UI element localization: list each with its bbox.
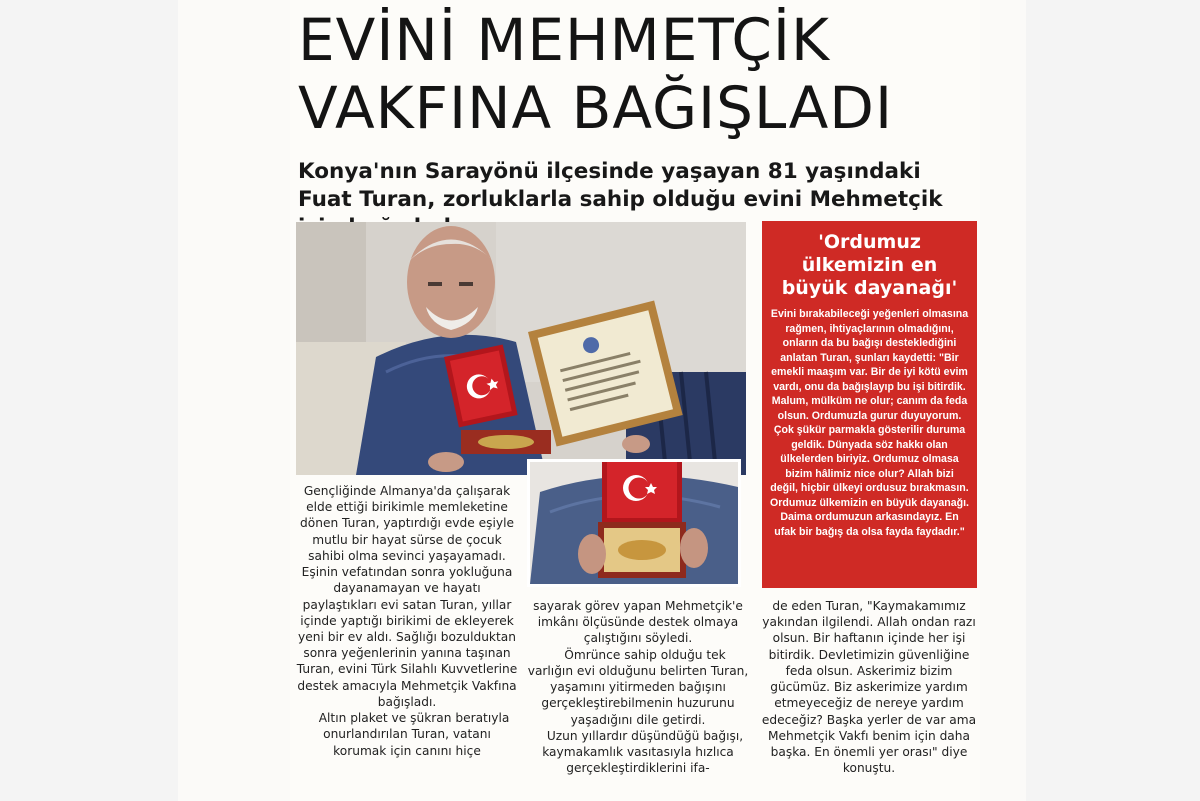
article-column-3 bbox=[760, 598, 978, 776]
column-2-paragraph-2: Ömrünce sahip olduğu tek varlığın evi olduğunu belirten Turan, yaşamını yitirmeden bağışını gerçekleştirebilmenin huzurunu yaşadığını dile getirdi. bbox=[527, 647, 749, 727]
main-photo bbox=[296, 222, 746, 475]
column-1-paragraph-1: Gençliğinde Almanya'da çalışarak elde ettiği birikimle memleketine dönen Turan, yaptırdığı evde eşiyle mutlu bir hayat sürse de çocuk sahibi olma sevinci yaşayamadı. Eşinin vefatından sonra yokluğuna dayanamayan ve hayatı paylaştıkları evi satan Turan, yıllar içinde yaptığı birikimi de ekleyerek yeni bir ev aldı. Sağlığı bozulduktan sonra yeğenlerinin yanına taşınan Turan, evini Türk Silahlı Kuvvetlerine destek amacıyla Mehmetçik Vakfına bağışladı. bbox=[296, 484, 518, 709]
sidebar-title: 'Ordumuz ülkemizin en büyük dayanağı' bbox=[781, 231, 958, 299]
column-2-paragraph-1: sayarak görev yapan Mehmetçik'e imkânı ölçüsünde destek olmaya çalıştığını söyledi. bbox=[533, 599, 743, 646]
subheadline: Konya'nın Sarayönü ilçesinde yaşayan 81 yaşındaki Fuat Turan, zorluklarla sahip olduğu evini Mehmetçik bbox=[298, 159, 943, 212]
inset-photo-illustration bbox=[530, 462, 738, 584]
inset-photo bbox=[527, 459, 741, 587]
sidebar-body: Evini bırakabileceği yeğenleri olmasına rağmen, ihtiyaçlarının olmadığını, onların da bu bağışı desteklediğini anlatan Turan, şunları kaydetti: "Bir emekli maaşım var. Bir de iyi kötü evim vardı, onu da bağışlayıp bu işi bitirdik. Malum, mülküm ne olur; canım da feda olsun. Ordumuzla gurur duyuyorum. Çok şükür parmakla gösterilir duruma geldik. Dünyada söz hakkı olan ülkelerden biriyiz. Ordumuz olmasa bizim hâlimiz nice olur? Allah bizi değil, hiçbir ülkeyi ordusuz bırakmasın. Ordumuz ülkemizin en büyük dayanağı. Daima ordumuzun arkasındayız. En ufak bir bağış da olsa fayda faydadır." bbox=[770, 308, 969, 538]
headline-line-2: VAKFINA BAĞIŞLADI bbox=[298, 74, 894, 143]
sidebar-quote-box bbox=[762, 221, 977, 588]
column-3-paragraph-1: de eden Turan, "Kaymakamımız yakından ilgilendi. Allah ondan razı olsun. Bir haftanın içinde her işi bitirdik. Devletimizin güvenliğine feda olsun. Askerimiz bizim gücümüz. Biz askerimize yardım etmeyeceğiz de nereye yardım edeceğiz? Başka yerler de var ama Mehmetçik Vakfı benim için daha başka. En önemli yer orası" diye konuştu. bbox=[761, 599, 977, 776]
main-photo-illustration bbox=[296, 222, 746, 475]
article-column-1 bbox=[296, 483, 518, 759]
headline bbox=[298, 6, 978, 143]
column-1-paragraph-2: Altın plaket ve şükran beratıyla onurlandırılan Turan, vatanı korumak için canını hiçe bbox=[318, 711, 510, 758]
headline-line-1: EVİNİ MEHMETÇİK bbox=[298, 6, 831, 74]
article-column-2 bbox=[527, 598, 749, 776]
column-2-paragraph-3: Uzun yıllardır düşündüğü bağışı, kaymakamlık vasıtasıyla hızlıca gerçekleştirdiklerini ifa- bbox=[542, 728, 744, 776]
